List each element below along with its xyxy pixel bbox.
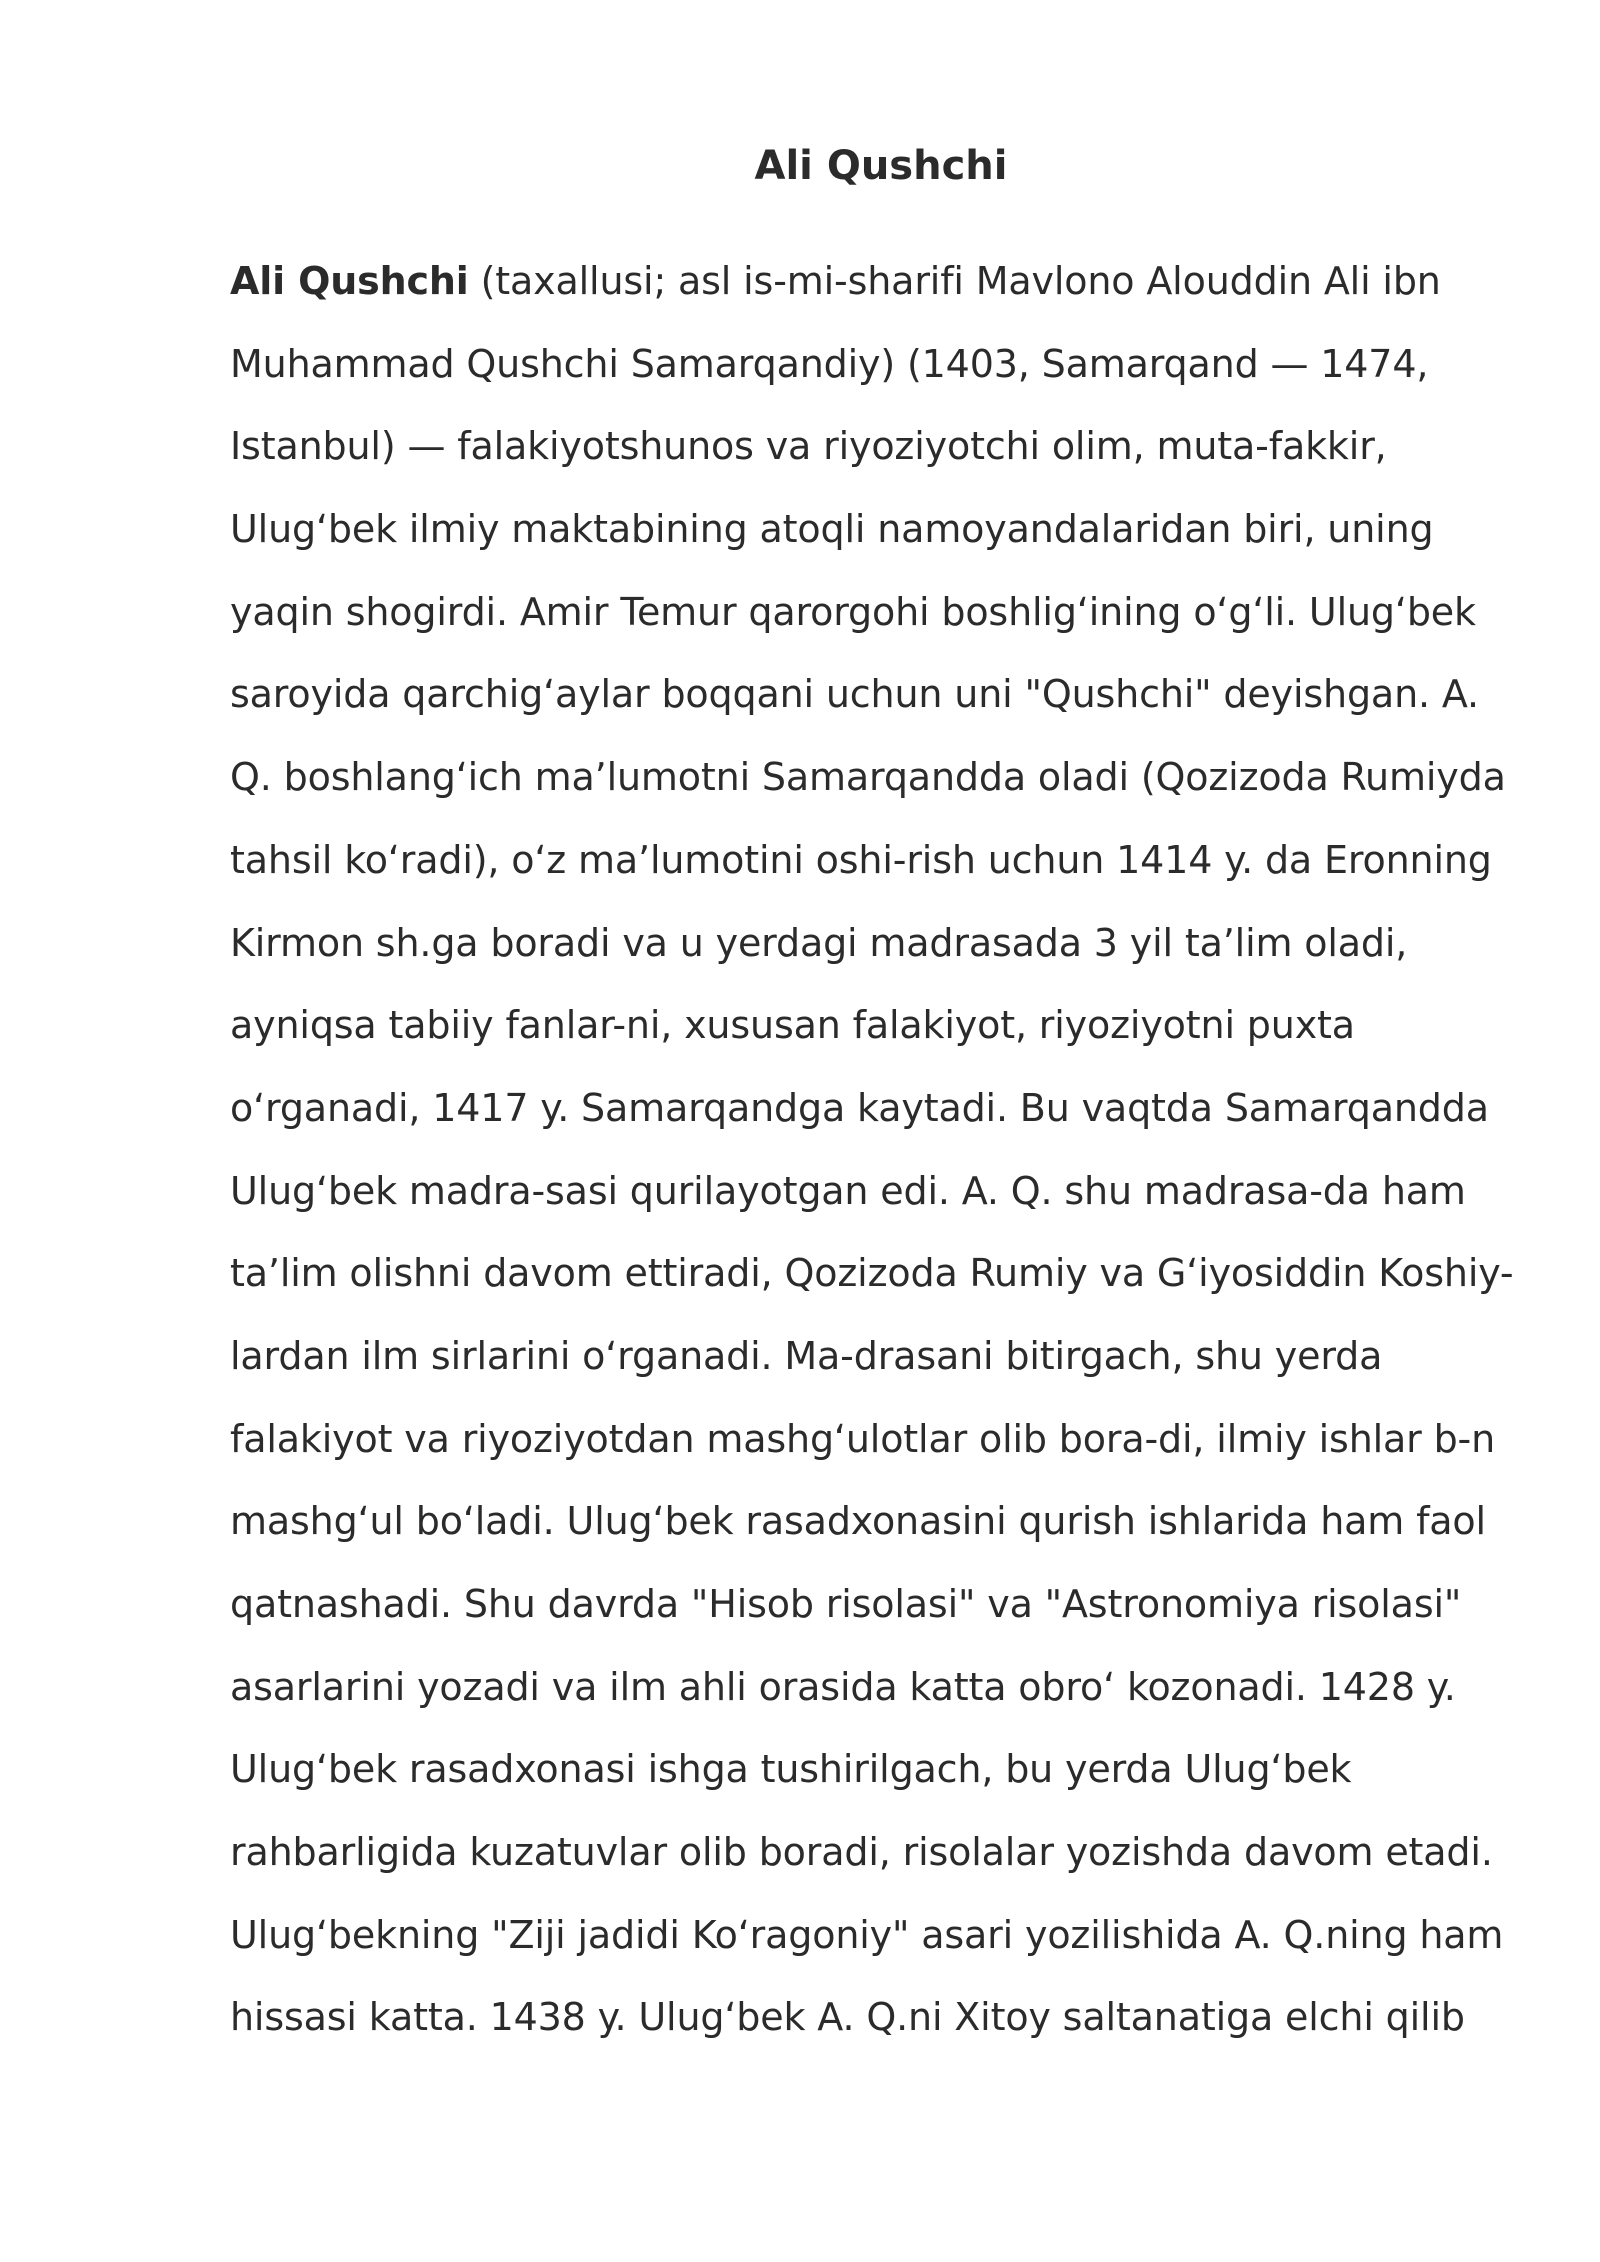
text-line-18: asarlarini yozadi va ilm ahli orasida katta obroʻ kozonadi. 1428 y. <box>230 1664 1456 1709</box>
text-line-19: Ulugʻbek rasadxonasi ishga tushirilgach, bu yerda Ulugʻbek <box>230 1747 1352 1792</box>
text-line-2: Muhammad Qushchi Samarqandiy) (1403, Samarqand — 1474, <box>230 341 1429 386</box>
page-title: Ali Qushchi <box>754 143 1008 189</box>
text-line-7: Q. boshlangʻich maʼlumotni Samarqandda oladi (Qozizoda Rumiyda <box>230 755 1506 800</box>
text-line-9: Kirmon sh.ga boradi va u yerdagi madrasada 3 yil taʼlim oladi, <box>230 920 1408 965</box>
text-line-12: Ulugʻbek madra-sasi qurilayotgan edi. A. Q. shu madrasa-da ham <box>230 1168 1466 1213</box>
text-line-6: saroyida qarchigʻaylar boqqani uchun uni "Qushchi" deyishgan. A. <box>230 672 1479 717</box>
text-line-10: ayniqsa tabiiy fanlar-ni, xususan falakiyot, riyoziyotni puxta <box>230 1003 1355 1048</box>
lead-term: Ali Qushchi <box>230 259 469 303</box>
text-line-20: rahbarligida kuzatuvlar olib boradi, risolalar yozishda davom etadi. <box>230 1830 1493 1875</box>
text-line-14: lardan ilm sirlarini oʻrganadi. Ma-drasani bitirgach, shu yerda <box>230 1333 1383 1378</box>
text-line-3: Istanbul) — falakiyotshunos va riyoziyotchi olim, muta-fakkir, <box>230 424 1387 469</box>
text-line-5: yaqin shogirdi. Amir Temur qarorgohi boshligʻining oʻgʻli. Ulugʻbek <box>230 589 1476 634</box>
text-line-15: falakiyot va riyoziyotdan mashgʻulotlar olib bora-di, ilmiy ishlar b-n <box>230 1416 1496 1461</box>
text-line-13: taʼlim olishni davom ettiradi, Qozizoda Rumiy va Gʻiyosiddin Koshiy- <box>230 1251 1514 1296</box>
text-line-11: oʻrganadi, 1417 y. Samarqandga kaytadi. Bu vaqtda Samarqandda <box>230 1085 1489 1130</box>
text-line-16: mashgʻul boʻladi. Ulugʻbek rasadxonasini qurish ishlarida ham faol <box>230 1499 1486 1544</box>
text-line-8: tahsil koʻradi), oʻz maʼlumotini oshi-rish uchun 1414 y. da Eronning <box>230 837 1492 882</box>
text-line-4: Ulugʻbek ilmiy maktabining atoqli namoyandalaridan biri, uning <box>230 507 1434 552</box>
text-line-21: Ulugʻbekning "Ziji jadidi Koʻragoniy" asari yozilishida A. Q.ning ham <box>230 1912 1504 1957</box>
text-line-1 <box>230 240 1520 323</box>
article-body <box>230 240 1520 2059</box>
text-line-22: hissasi katta. 1438 y. Ulugʻbek A. Q.ni Xitoy saltanatiga elchi qilib <box>230 1995 1465 2040</box>
text-line-17: qatnashadi. Shu davrda "Hisob risolasi" va "Astronomiya risolasi" <box>230 1582 1462 1626</box>
text-line-1-rest: (taxallusi; asl is-mi-sharifi Mavlono Alouddin Ali ibn <box>468 259 1441 303</box>
